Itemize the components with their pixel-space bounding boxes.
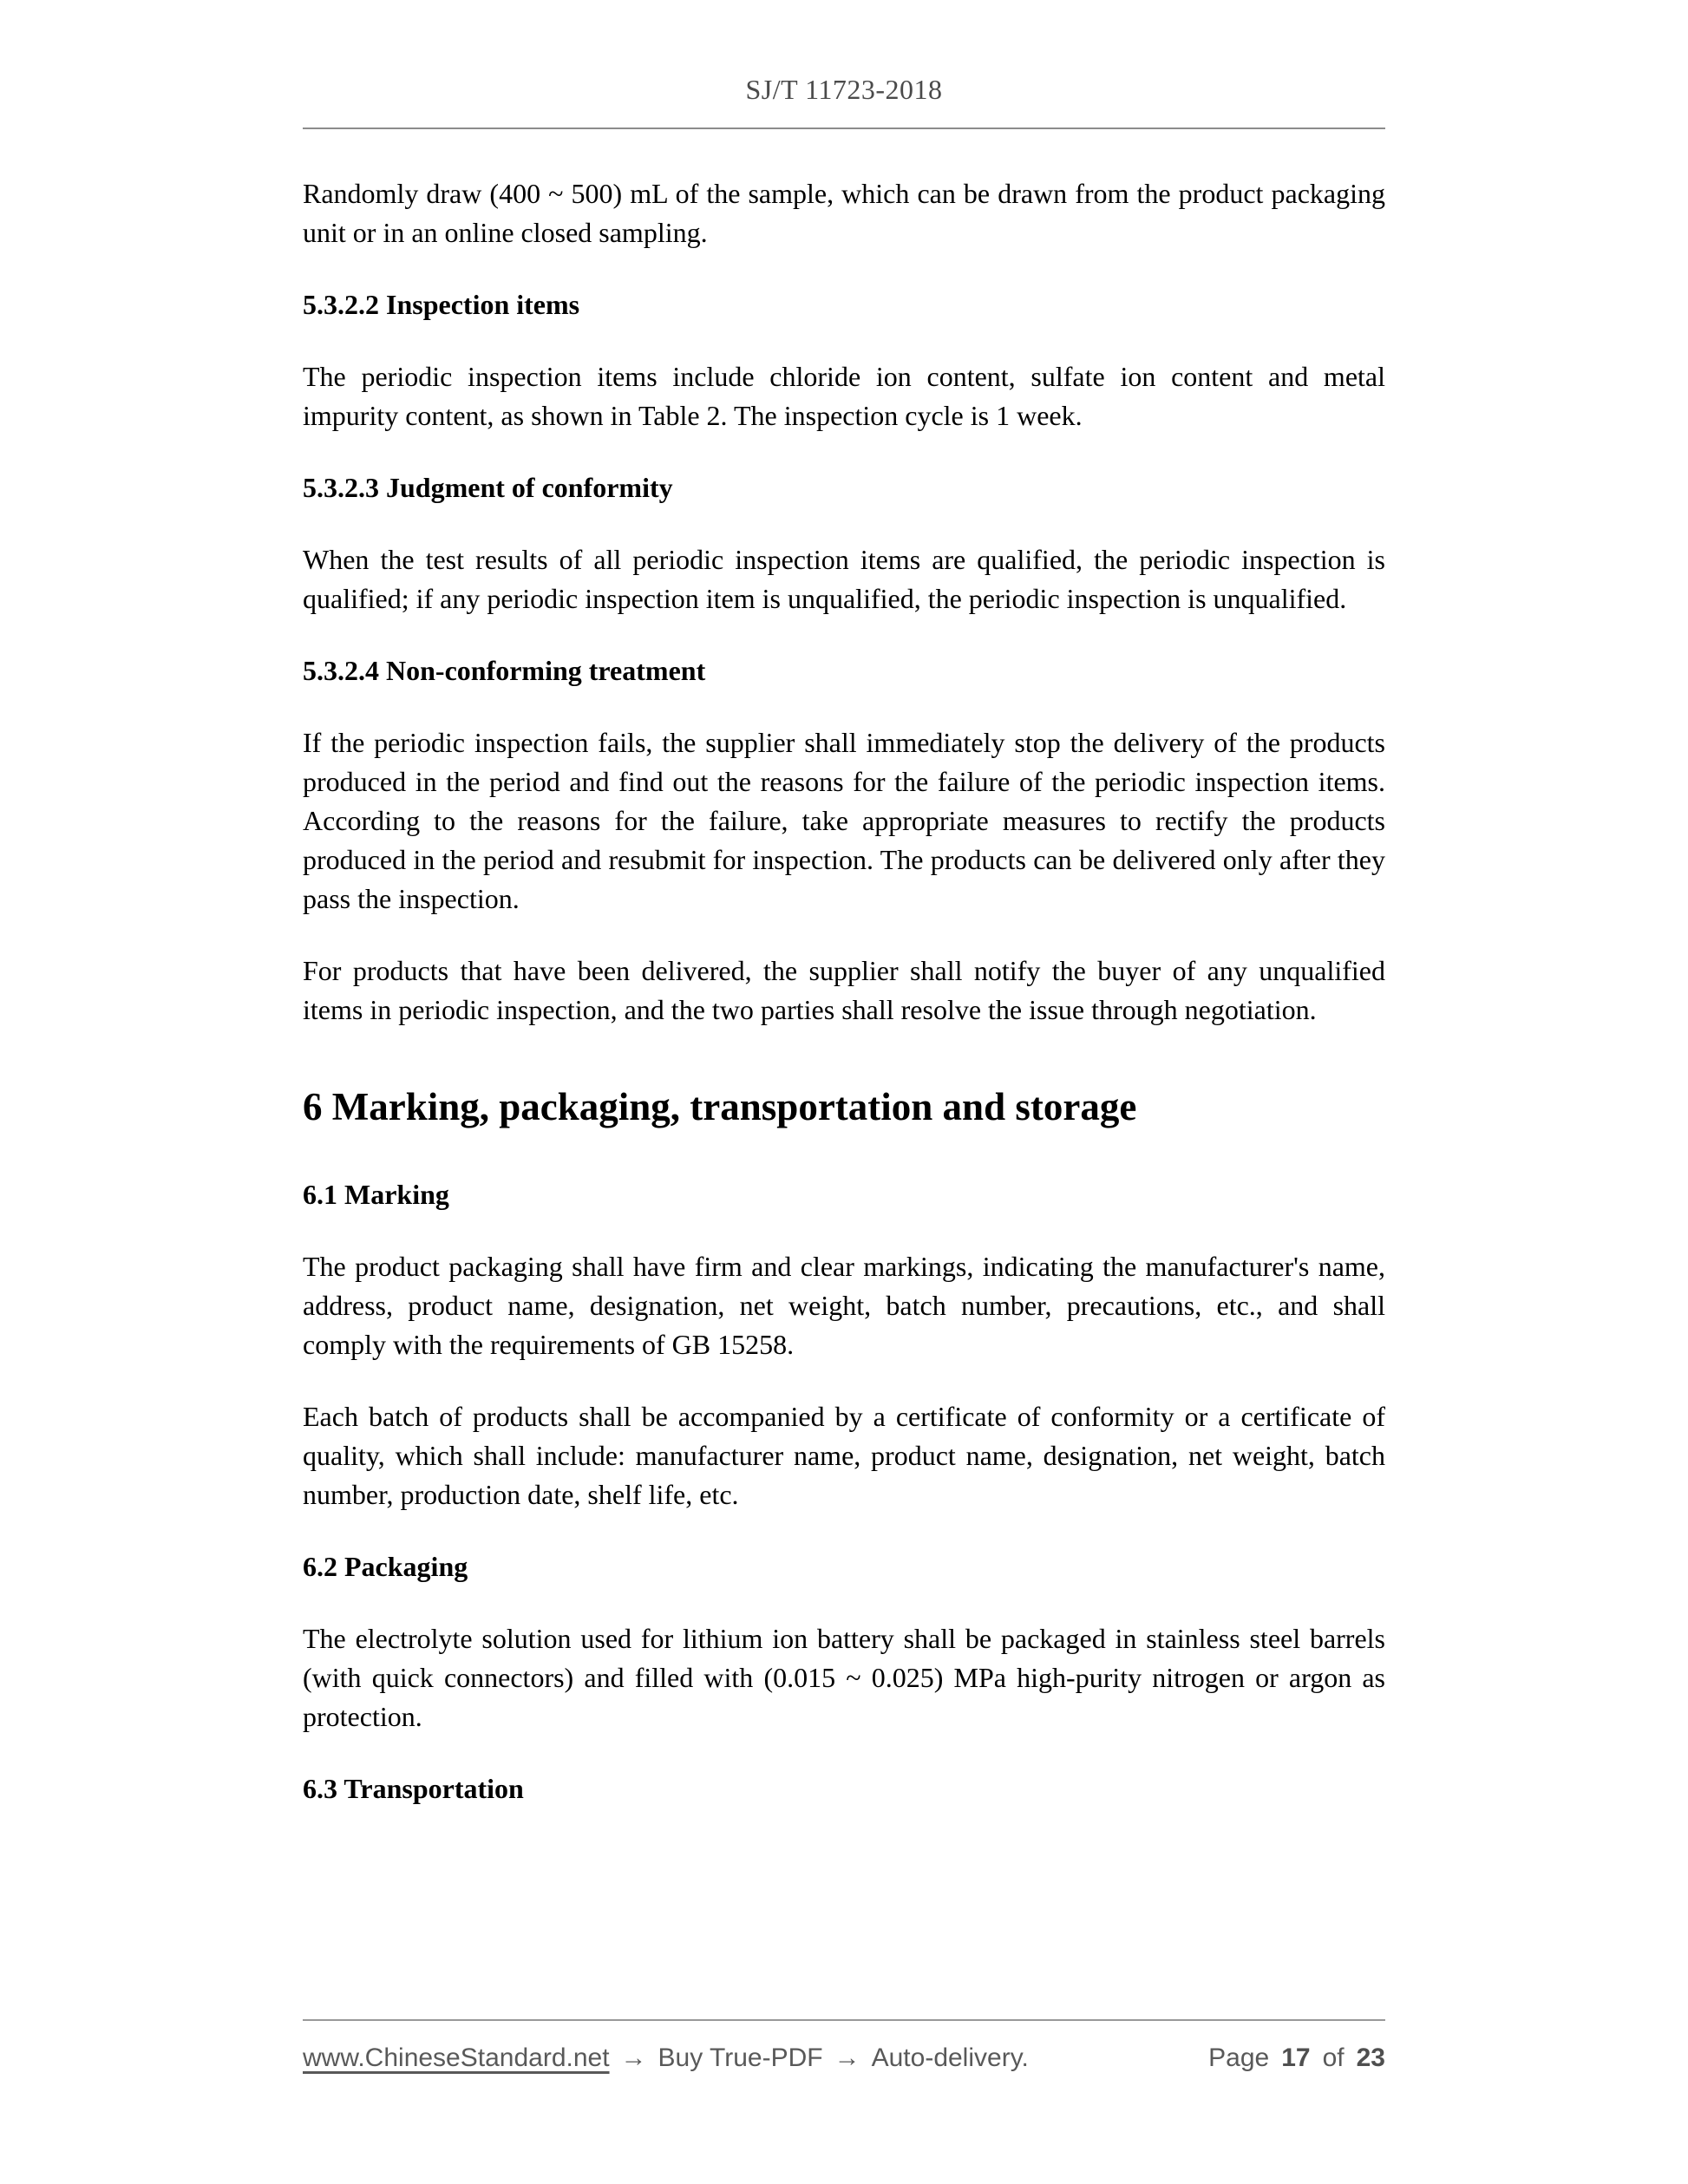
arrow-right-icon: → xyxy=(620,2043,647,2072)
body-paragraph: Randomly draw (400 ~ 500) mL of the sample, which can be drawn from the product packaging unit or in an online closed sampling. xyxy=(303,178,1385,248)
page-header xyxy=(303,0,1385,104)
page-current: 17 xyxy=(1281,2043,1311,2072)
page-total: 23 xyxy=(1356,2043,1385,2072)
footer-divider xyxy=(303,2019,1385,2021)
body-paragraph: The product packaging shall have firm and clear markings, indicating the manufacturer's name, address, product name, designation, net weight, batch number, precautions, etc., and shall comply with the requirements of GB 15258. xyxy=(303,1251,1385,1360)
body-paragraph: If the periodic inspection fails, the supplier shall immediately stop the delivery of the products produced in the period and find out the reasons for the failure of the periodic inspection items. According to the reasons for the failure, take appropriate measures to rectify the products produced in the period and resubmit for inspection. The products can be delivered only after they pass the inspection. xyxy=(303,727,1385,914)
section-heading-6-3: 6.3 Transportation xyxy=(303,1773,524,1804)
standard-number: SJ/T 11723-2018 xyxy=(745,74,943,105)
footer-delivery-label: Auto-delivery. xyxy=(871,2043,1029,2072)
footer-line xyxy=(303,2043,1385,2073)
arrow-right-icon: → xyxy=(834,2043,860,2072)
section-heading-6-2: 6.2 Packaging xyxy=(303,1551,468,1582)
page-footer xyxy=(303,2019,1385,2073)
website-link[interactable]: www.ChineseStandard.net xyxy=(303,2043,610,2072)
body-paragraph: For products that have been delivered, the supplier shall notify the buyer of any unqualified items in periodic inspection, and the two parties shall resolve the issue through negotiation. xyxy=(303,955,1385,1025)
body-paragraph: When the test results of all periodic inspection items are qualified, the periodic inspection is qualified; if any periodic inspection item is unqualified, the periodic inspection is unqualified. xyxy=(303,544,1385,614)
of-label: of xyxy=(1322,2043,1345,2072)
page-indicator xyxy=(1208,2043,1385,2073)
chapter-heading-6: 6 Marking, packaging, transportation and storage xyxy=(303,1085,1137,1128)
section-heading-5-3-2-2: 5.3.2.2 Inspection items xyxy=(303,289,580,320)
section-heading-5-3-2-4: 5.3.2.4 Non-conforming treatment xyxy=(303,655,706,686)
section-heading-5-3-2-3: 5.3.2.3 Judgment of conformity xyxy=(303,472,673,503)
footer-buy-label: Buy True-PDF xyxy=(658,2043,823,2072)
section-heading-6-1: 6.1 Marking xyxy=(303,1179,449,1210)
page-label: Page xyxy=(1208,2043,1270,2072)
body-paragraph: Each batch of products shall be accompanied by a certificate of conformity or a certificate of quality, which shall include: manufacturer name, product name, designation, net weight, batch number, production date, shelf life, etc. xyxy=(303,1401,1385,1510)
body-paragraph: The periodic inspection items include chloride ion content, sulfate ion content and metal impurity content, as shown in Table 2. The inspection cycle is 1 week. xyxy=(303,361,1385,431)
body-paragraph: The electrolyte solution used for lithium ion battery shall be packaged in stainless steel barrels (with quick connectors) and filled with (0.015 ~ 0.025) MPa high-purity nitrogen or argon as protection. xyxy=(303,1623,1385,1732)
footer-source xyxy=(303,2043,1029,2073)
document-body xyxy=(303,129,1385,1808)
